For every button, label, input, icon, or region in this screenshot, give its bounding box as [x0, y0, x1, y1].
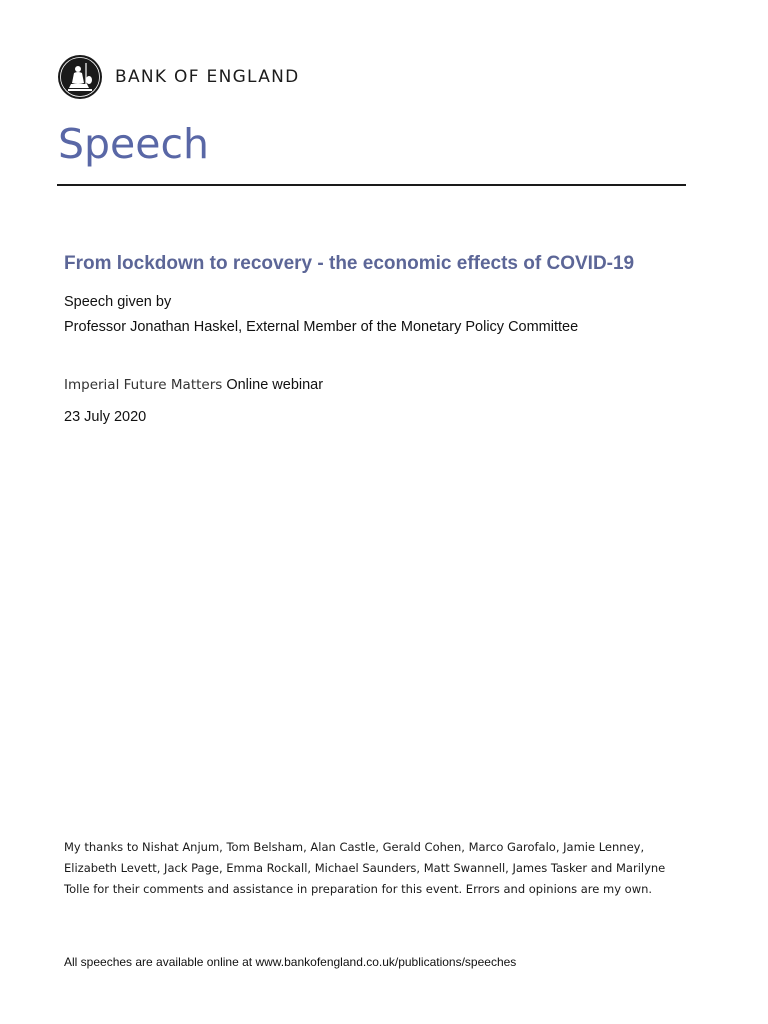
event-host: Imperial Future Matters [64, 377, 223, 393]
event-name: Online webinar [226, 377, 324, 393]
bank-name: BANK OF ENGLAND [115, 67, 300, 87]
acknowledgements-line: Elizabeth Levett, Jack Page, Emma Rockall, Michael Saunders, Matt Swannell, James Tasker and Marilyne [64, 861, 666, 875]
document-type-heading: Speech [58, 120, 210, 168]
header-divider [57, 184, 686, 186]
speaker-name: Professor Jonathan Haskel, External Member of the Monetary Policy Committee [64, 319, 579, 335]
bank-of-england-logo [57, 54, 300, 100]
event-line [64, 377, 323, 393]
speeches-online-note: All speeches are available online at www.bankofengland.co.uk/publications/speeches [64, 955, 517, 969]
acknowledgements [64, 837, 704, 900]
speech-title: From lockdown to recovery - the economic effects of COVID-19 [64, 253, 635, 274]
britannia-seal-icon [57, 54, 103, 100]
acknowledgements-line: Tolle for their comments and assistance in preparation for this event. Errors and opinions are my own. [64, 882, 653, 896]
speech-date: 23 July 2020 [64, 409, 147, 425]
speech-given-by: Speech given by [64, 294, 172, 310]
acknowledgements-line: My thanks to Nishat Anjum, Tom Belsham, Alan Castle, Gerald Cohen, Marco Garofalo, Jamie Lenney, [64, 840, 645, 854]
